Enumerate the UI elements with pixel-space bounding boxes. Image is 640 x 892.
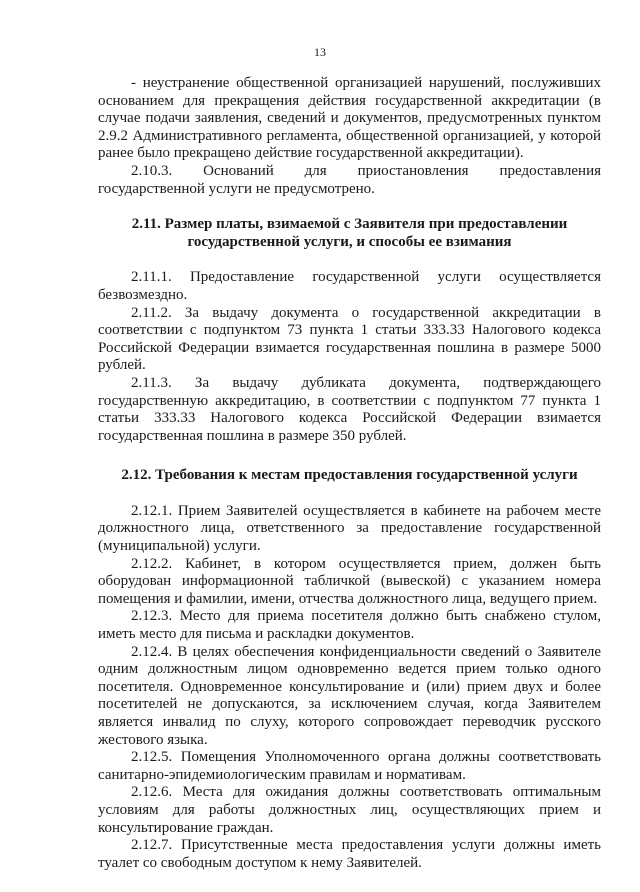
- paragraph-2-12-2: 2.12.2. Кабинет, в котором осуществляется прием, должен быть оборудован информационной табличкой (вывеской) с указанием номера помещения и фамилии, имени, отчества должностного лица, ведущего прием.: [98, 555, 601, 607]
- paragraph-2-10-3: 2.10.3. Оснований для приостановления предоставления государственной услуги не предусмотрено.: [98, 162, 601, 197]
- section-heading-2-11: 2.11. Размер платы, взимаемой с Заявителя при предоставлении государственной услуги, и способы ее взимания: [131, 216, 568, 250]
- section-heading-2-12: 2.12. Требования к местам предоставления государственной услуги: [121, 467, 578, 484]
- paragraph-2-11-3: 2.11.3. За выдачу дубликата документа, подтверждающего государственную аккредитацию, в соответствии с подпунктом 77 пункта 1 статьи 333.33 Налогового кодекса Российской Федерации взимается государственная пошлина в размере 350 рублей.: [98, 374, 601, 444]
- paragraph-top-1: - неустранение общественной организацией нарушений, послуживших основанием для прекращения действия государственной аккредитации (в случае подачи заявления, сведений и документов, предусмотренных пунктом 2.9.2 Административного регламента, общественной организацией, у которой ранее было прекращено действие государственной аккредитации).: [98, 75, 601, 162]
- paragraph-2-12-6: 2.12.6. Места для ожидания должны соответствовать оптимальным условиям для работы должностных лиц, осуществляющих прием и консультирование граждан.: [98, 784, 601, 836]
- page-number: 13: [314, 45, 326, 59]
- paragraph-2-12-4: 2.12.4. В целях обеспечения конфиденциальности сведений о Заявителе одним должностным лицом одновременно ведется прием только одного посетителя. Одновременное консультирование и (или) прием двух и более посетителей не допускаются, за исключением случая, когда Заявителем является инвалид по слуху, которого сопровождает переводчик русского жестового языка.: [98, 643, 601, 748]
- paragraph-2-12-5: 2.12.5. Помещения Уполномоченного органа должны соответствовать санитарно-эпидемиологическим правилам и нормативам.: [98, 749, 601, 783]
- paragraph-2-12-7: 2.12.7. Присутственные места предоставления услуги должны иметь туалет со свободным доступом к нему Заявителей.: [98, 837, 601, 871]
- paragraph-2-11-2: 2.11.2. За выдачу документа о государственной аккредитации в соответствии с подпунктом 73 пункта 1 статьи 333.33 Налогового кодекса Российской Федерации взимается государственная пошлина в размере 5000 рублей.: [98, 304, 601, 374]
- paragraph-2-12-3: 2.12.3. Место для приема посетителя должно быть снабжено стулом, иметь место для письма и раскладки документов.: [98, 608, 601, 643]
- paragraph-2-11-1: 2.11.1. Предоставление государственной услуги осуществляется безвозмездно.: [98, 269, 601, 303]
- document-body: [98, 75, 601, 872]
- paragraph-2-12-1: 2.12.1. Прием Заявителей осуществляется в кабинете на рабочем месте должностного лица, ответственного за предоставление государственной (муниципальной) услуги.: [98, 502, 601, 555]
